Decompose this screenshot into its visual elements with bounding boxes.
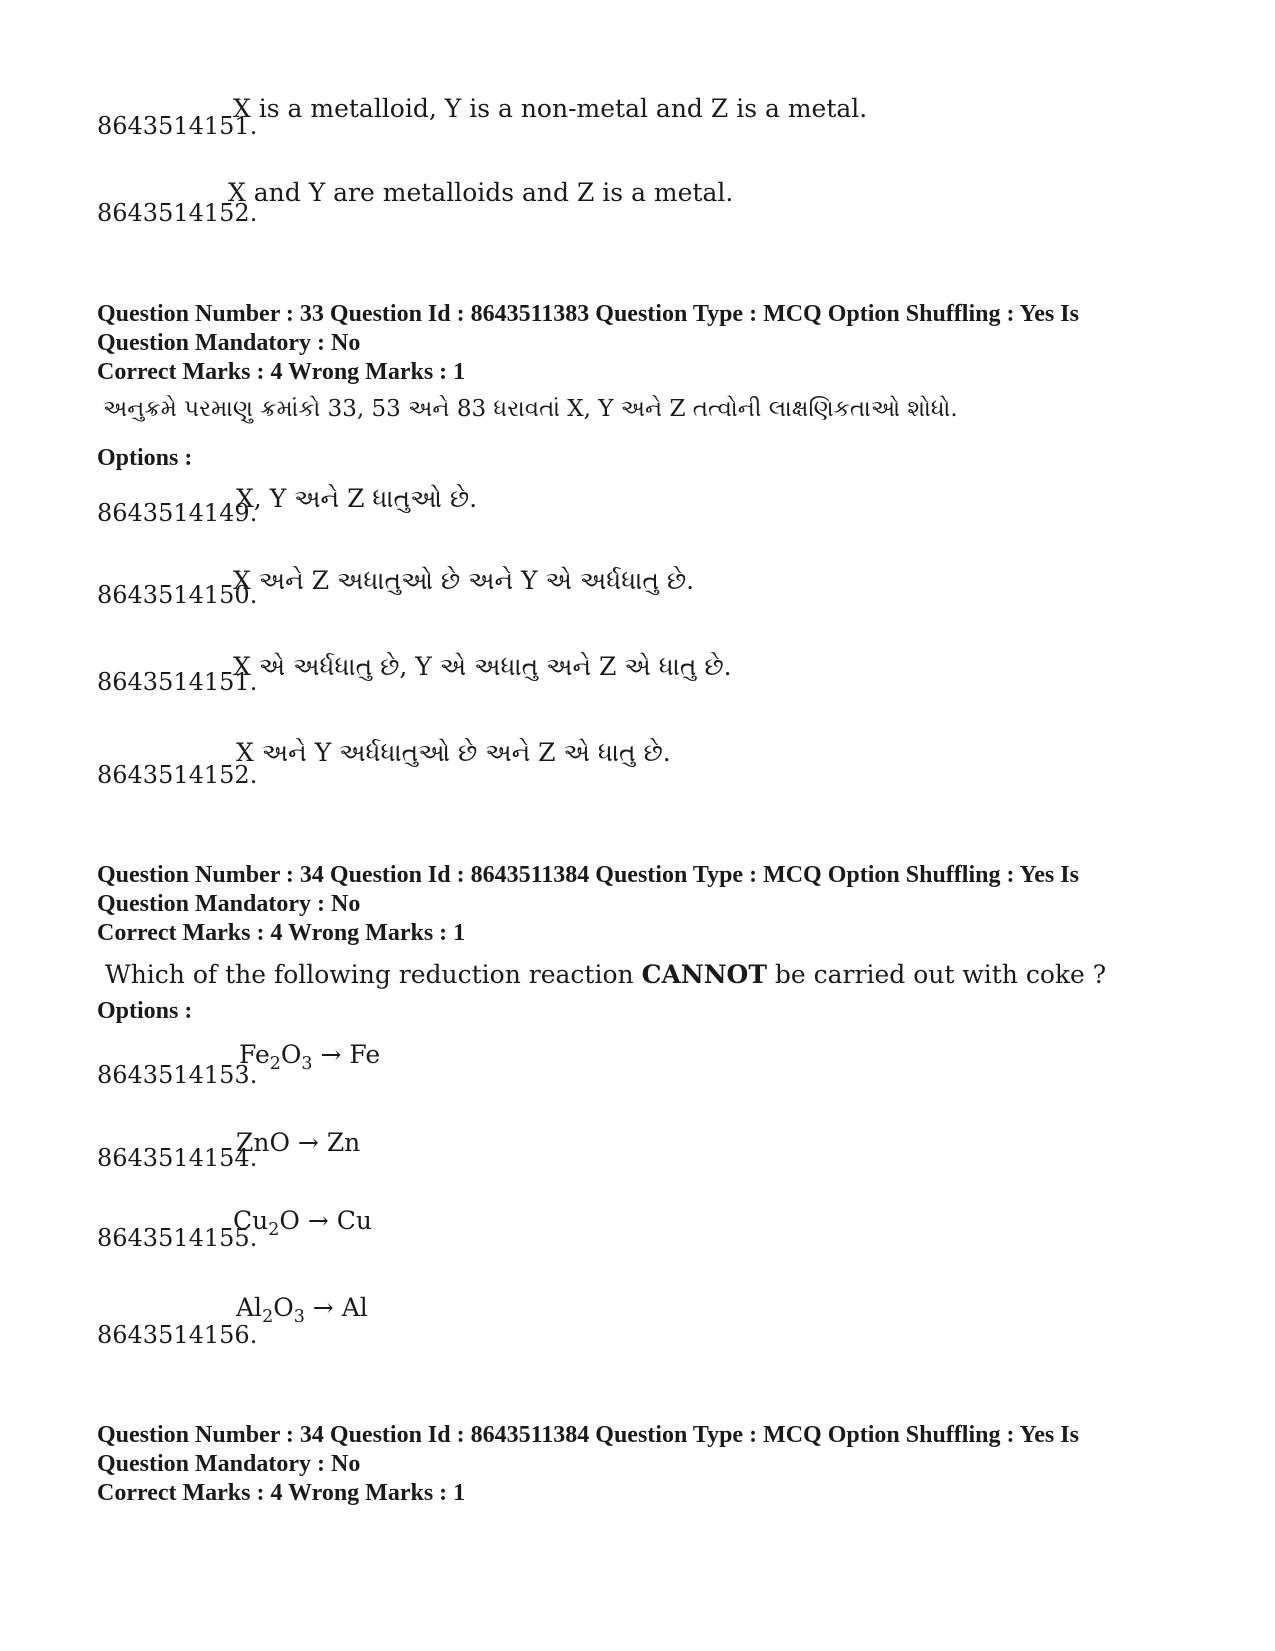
formula-part: Fe xyxy=(239,1040,270,1069)
question-header-line1: Question Number : 33 Question Id : 8643511383 Question Type : MCQ Option Shuffling : Yes Is xyxy=(97,301,1079,327)
question-header xyxy=(97,300,1187,358)
option-id: 8643514151. xyxy=(97,668,258,696)
formula-subscript: 2 xyxy=(268,1220,280,1241)
formula-part: O xyxy=(280,1040,302,1069)
question-header xyxy=(97,861,1187,919)
option-id: 8643514152. xyxy=(97,761,258,789)
option-id: 8643514150. xyxy=(97,581,258,609)
option-id: 8643514156. xyxy=(97,1321,258,1349)
option-id: 8643514152. xyxy=(97,199,258,227)
question-header-line1: Question Number : 34 Question Id : 8643511384 Question Type : MCQ Option Shuffling : Yes Is xyxy=(97,1422,1079,1448)
arrow: → xyxy=(304,1293,342,1322)
option-text: X અને Y અર્ધધાતુઓ છે અને Z એ ધાતુ છે. xyxy=(236,738,671,767)
option-id: 8643514149. xyxy=(97,499,258,527)
option-text: X અને Z અધાતુઓ છે અને Y એ અર્ધધાતુ છે. xyxy=(233,566,695,595)
arrow: → xyxy=(299,1206,337,1235)
arrow: → xyxy=(312,1040,350,1069)
formula-product: Al xyxy=(341,1293,368,1322)
option-text: X, Y અને Z ધાતુઓ છે. xyxy=(236,484,478,513)
formula-subscript: 2 xyxy=(269,1054,281,1075)
formula-part: Al xyxy=(236,1293,263,1322)
question-marks: Correct Marks : 4 Wrong Marks : 1 xyxy=(97,1480,466,1506)
arrow: → xyxy=(289,1128,327,1157)
formula-part: ZnO xyxy=(236,1128,290,1157)
formula-subscript: 3 xyxy=(301,1054,313,1075)
question-header-line1: Question Number : 34 Question Id : 8643511384 Question Type : MCQ Option Shuffling : Yes Is xyxy=(97,862,1079,888)
option-formula xyxy=(239,1040,380,1074)
formula-product: Cu xyxy=(336,1206,372,1235)
option-id: 8643514155. xyxy=(97,1224,258,1252)
formula-product: Zn xyxy=(326,1128,361,1157)
question-stem-part: be carried out with coke ? xyxy=(766,960,1107,989)
question-header xyxy=(97,1421,1187,1479)
question-marks: Correct Marks : 4 Wrong Marks : 1 xyxy=(97,920,466,946)
formula-part: O xyxy=(279,1206,300,1235)
formula-part: O xyxy=(273,1293,294,1322)
question-header-line2: Question Mandatory : No xyxy=(97,891,361,917)
question-stem-emphasis: CANNOT xyxy=(641,960,767,989)
option-text: X is a metalloid, Y is a non-metal and Z is a metal. xyxy=(233,94,868,123)
options-label: Options : xyxy=(97,998,193,1024)
question-stem xyxy=(105,960,1106,989)
formula-product: Fe xyxy=(349,1040,381,1069)
question-header-line2: Question Mandatory : No xyxy=(97,330,361,356)
question-header-line2: Question Mandatory : No xyxy=(97,1451,361,1477)
options-label: Options : xyxy=(97,445,193,471)
formula-part: Cu xyxy=(233,1206,269,1235)
option-text: X એ અર્ધધાતુ છે, Y એ અધાતુ અને Z એ ધાતુ છે. xyxy=(233,652,732,681)
option-id: 8643514153. xyxy=(97,1061,258,1089)
formula-subscript: 2 xyxy=(262,1307,274,1328)
option-id: 8643514151. xyxy=(97,112,258,140)
question-marks: Correct Marks : 4 Wrong Marks : 1 xyxy=(97,359,466,385)
option-id: 8643514154. xyxy=(97,1144,258,1172)
formula-subscript: 3 xyxy=(293,1307,305,1328)
question-stem: અનુક્રમે પરમાણુ ક્રમાંકો 33, 53 અને 83 ધરાવતાં X, Y અને Z તત્વોની લાક્ષણિકતાઓ શોધો. xyxy=(103,396,958,422)
option-text: X and Y are metalloids and Z is a metal. xyxy=(228,178,734,207)
question-stem-part: Which of the following reduction reaction xyxy=(105,960,642,989)
